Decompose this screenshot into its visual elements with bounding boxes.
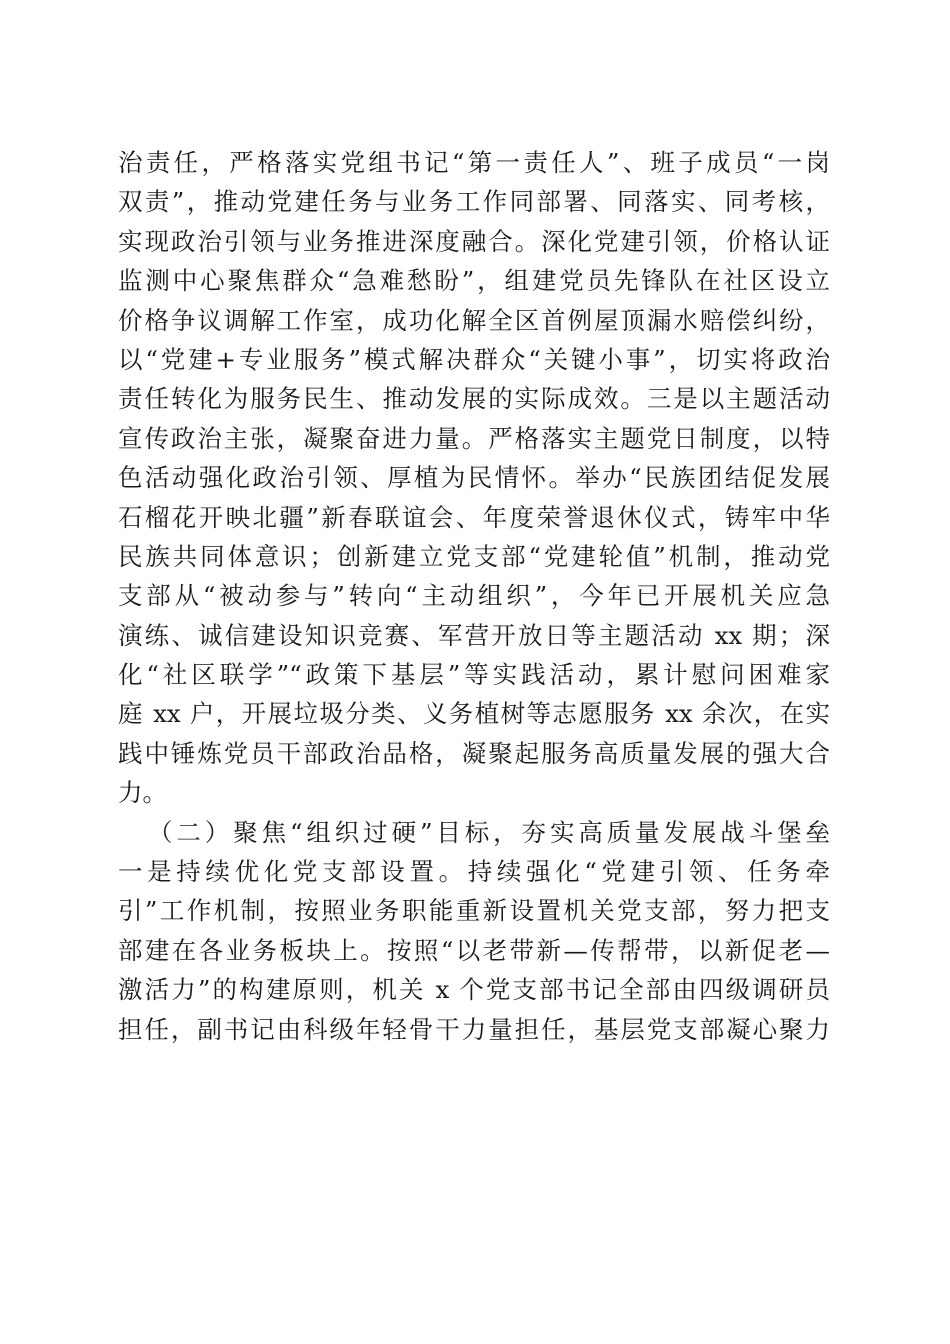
text-line: 监测中心聚焦群众“急难愁盼”，组建党员先锋队在社区设立 [118, 266, 830, 296]
text-line: 庭 xx 户，开展垃圾分类、义务植树等志愿服务 xx 余次，在实 [118, 699, 830, 729]
text-line: 引”工作机制，按照业务职能重新设置机关党支部，努力把支 [118, 896, 830, 926]
text-line: 责任转化为服务民生、推动发展的实际成效。三是以主题活动 [118, 384, 830, 414]
text-line: 演练、诚信建设知识竞赛、军营开放日等主题活动 xx 期；深 [118, 620, 830, 650]
text-line: 部建在各业务板块上。按照“以老带新—传帮带，以新促老— [118, 935, 830, 965]
text-line: 民族共同体意识；创新建立党支部“党建轮值”机制，推动党 [118, 541, 830, 571]
text-line: 化“社区联学”“政策下基层”等实践活动，累计慰问困难家 [118, 660, 830, 690]
section-heading: （二）聚焦“组织过硬”目标，夯实高质量发展战斗堡垒 [148, 817, 830, 847]
text-line: 宣传政治主张，凝聚奋进力量。严格落实主题党日制度，以特 [118, 423, 830, 453]
text-line: 支部从“被动参与”转向“主动组织”，今年已开展机关应急 [118, 581, 830, 611]
text-line: 价格争议调解工作室，成功化解全区首例屋顶漏水赔偿纠纷， [118, 305, 830, 335]
text-line: 担任，副书记由科级年轻骨干力量担任，基层党支部凝心聚力 [118, 1014, 830, 1044]
text-line: 践中锤炼党员干部政治品格，凝聚起服务高质量发展的强大合 [118, 738, 830, 768]
text-line: 一是持续优化党支部设置。持续强化“党建引领、任务牵 [118, 857, 830, 887]
text-line: 色活动强化政治引领、厚植为民情怀。举办“民族团结促发展 [118, 463, 830, 493]
text-line: 治责任，严格落实党组书记“第一责任人”、班子成员“一岗 [118, 148, 830, 177]
body-text [118, 143, 830, 1049]
text-line: 双责”，推动党建任务与业务工作同部署、同落实、同考核， [118, 187, 830, 217]
text-line: 激活力”的构建原则，机关 x 个党支部书记全部由四级调研员 [118, 975, 830, 1005]
text-line: 实现政治引领与业务推进深度融合。深化党建引领，价格认证 [118, 226, 830, 256]
text-line: 力。 [118, 778, 167, 808]
text-line: 以“党建+专业服务”模式解决群众“关键小事”，切实将政治 [118, 344, 830, 374]
text-line: 石榴花开映北疆”新春联谊会、年度荣誉退休仪式，铸牢中华 [118, 502, 830, 532]
